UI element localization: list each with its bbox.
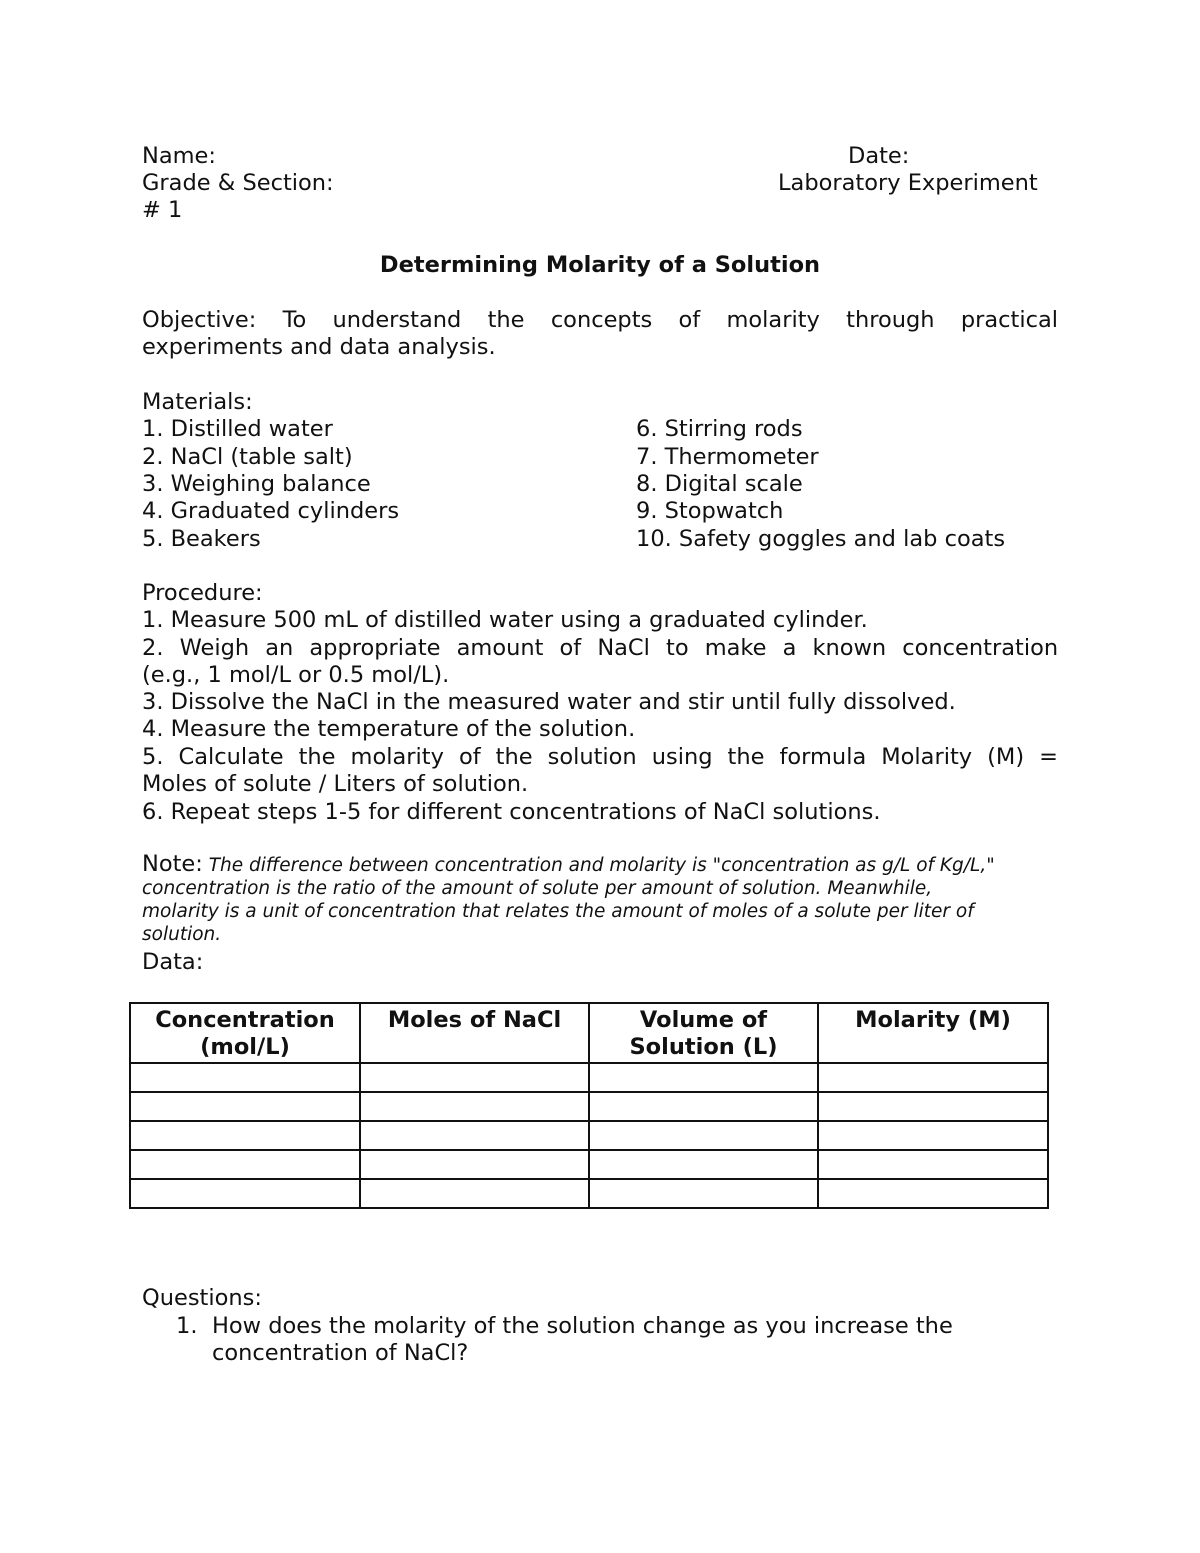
objective-line-2: experiments and data analysis. xyxy=(142,334,496,360)
column-header-concentration: Concentration (mol/L) xyxy=(130,1003,360,1063)
material-item: 7. Thermometer xyxy=(636,444,819,470)
column-header-molarity: Molarity (M) xyxy=(818,1003,1048,1063)
table-cell[interactable] xyxy=(360,1179,589,1208)
note-label: Note: xyxy=(142,851,203,877)
material-item: 10. Safety goggles and lab coats xyxy=(636,526,1006,552)
table-cell[interactable] xyxy=(818,1150,1048,1179)
table-cell[interactable] xyxy=(360,1121,589,1150)
procedure-step-2-cont: (e.g., 1 mol/L or 0.5 mol/L). xyxy=(142,662,450,688)
data-heading: Data: xyxy=(142,949,204,975)
table-cell[interactable] xyxy=(818,1121,1048,1150)
table-cell[interactable] xyxy=(589,1179,818,1208)
material-item: 6. Stirring rods xyxy=(636,416,803,442)
questions-heading: Questions: xyxy=(142,1285,262,1311)
document-title: Determining Molarity of a Solution xyxy=(379,252,821,278)
objective-line-1: Objective: To understand the concepts of molarity through practical xyxy=(142,307,1059,333)
table-cell[interactable] xyxy=(130,1121,360,1150)
grade-section-label: Grade & Section: xyxy=(142,170,334,196)
table-cell[interactable] xyxy=(360,1092,589,1121)
material-item: 5. Beakers xyxy=(142,526,261,552)
note-text: molarity is a unit of concentration that relates the amount of moles of a solute per liter of xyxy=(142,901,974,922)
material-item: 3. Weighing balance xyxy=(142,471,371,497)
data-table xyxy=(129,1002,1049,1209)
table-cell[interactable] xyxy=(360,1063,589,1092)
procedure-step-1: 1. Measure 500 mL of distilled water using a graduated cylinder. xyxy=(142,607,868,633)
materials-heading: Materials: xyxy=(142,389,253,415)
table-cell[interactable] xyxy=(818,1092,1048,1121)
table-cell[interactable] xyxy=(130,1092,360,1121)
procedure-step-6: 6. Repeat steps 1-5 for different concentrations of NaCl solutions. xyxy=(142,799,881,825)
table-cell[interactable] xyxy=(589,1121,818,1150)
note-text: concentration is the ratio of the amount of solute per amount of solution. Meanwhile, xyxy=(142,878,933,899)
procedure-heading: Procedure: xyxy=(142,580,263,606)
procedure-step-2: 2. Weigh an appropriate amount of NaCl to make a known concentration xyxy=(142,635,1059,661)
question-text-cont: concentration of NaCl? xyxy=(212,1340,469,1366)
question-number: 1. xyxy=(176,1313,198,1339)
table-row xyxy=(130,1179,1048,1208)
material-item: 1. Distilled water xyxy=(142,416,333,442)
table-cell[interactable] xyxy=(360,1150,589,1179)
column-header-volume: Volume of Solution (L) xyxy=(589,1003,818,1063)
table-row xyxy=(130,1092,1048,1121)
table-cell[interactable] xyxy=(589,1063,818,1092)
date-label: Date: xyxy=(848,143,910,169)
experiment-number: # 1 xyxy=(142,197,183,223)
table-row xyxy=(130,1063,1048,1092)
procedure-step-4: 4. Measure the temperature of the solution. xyxy=(142,716,636,742)
note-block xyxy=(142,853,1042,946)
procedure-step-5: 5. Calculate the molarity of the solution using the formula Molarity (M) = xyxy=(142,744,1058,770)
table-cell[interactable] xyxy=(818,1063,1048,1092)
table-cell[interactable] xyxy=(130,1150,360,1179)
lab-experiment-label: Laboratory Experiment xyxy=(778,170,1038,196)
question-text: How does the molarity of the solution change as you increase the xyxy=(212,1313,953,1339)
table-cell[interactable] xyxy=(130,1063,360,1092)
material-item: 8. Digital scale xyxy=(636,471,803,497)
table-cell[interactable] xyxy=(130,1179,360,1208)
material-item: 4. Graduated cylinders xyxy=(142,498,400,524)
material-item: 2. NaCl (table salt) xyxy=(142,444,353,470)
note-text: The difference between concentration and molarity is "concentration as g/L of Kg/L," xyxy=(208,855,995,876)
procedure-step-3: 3. Dissolve the NaCl in the measured water and stir until fully dissolved. xyxy=(142,689,956,715)
procedure-step-5-cont: Moles of solute / Liters of solution. xyxy=(142,771,529,797)
table-cell[interactable] xyxy=(818,1179,1048,1208)
table-row xyxy=(130,1150,1048,1179)
table-row xyxy=(130,1121,1048,1150)
table-cell[interactable] xyxy=(589,1150,818,1179)
note-text: solution. xyxy=(142,924,222,945)
material-item: 9. Stopwatch xyxy=(636,498,784,524)
table-cell[interactable] xyxy=(589,1092,818,1121)
name-label: Name: xyxy=(142,143,216,169)
column-header-moles: Moles of NaCl xyxy=(360,1003,589,1063)
table-header-row xyxy=(130,1003,1048,1063)
